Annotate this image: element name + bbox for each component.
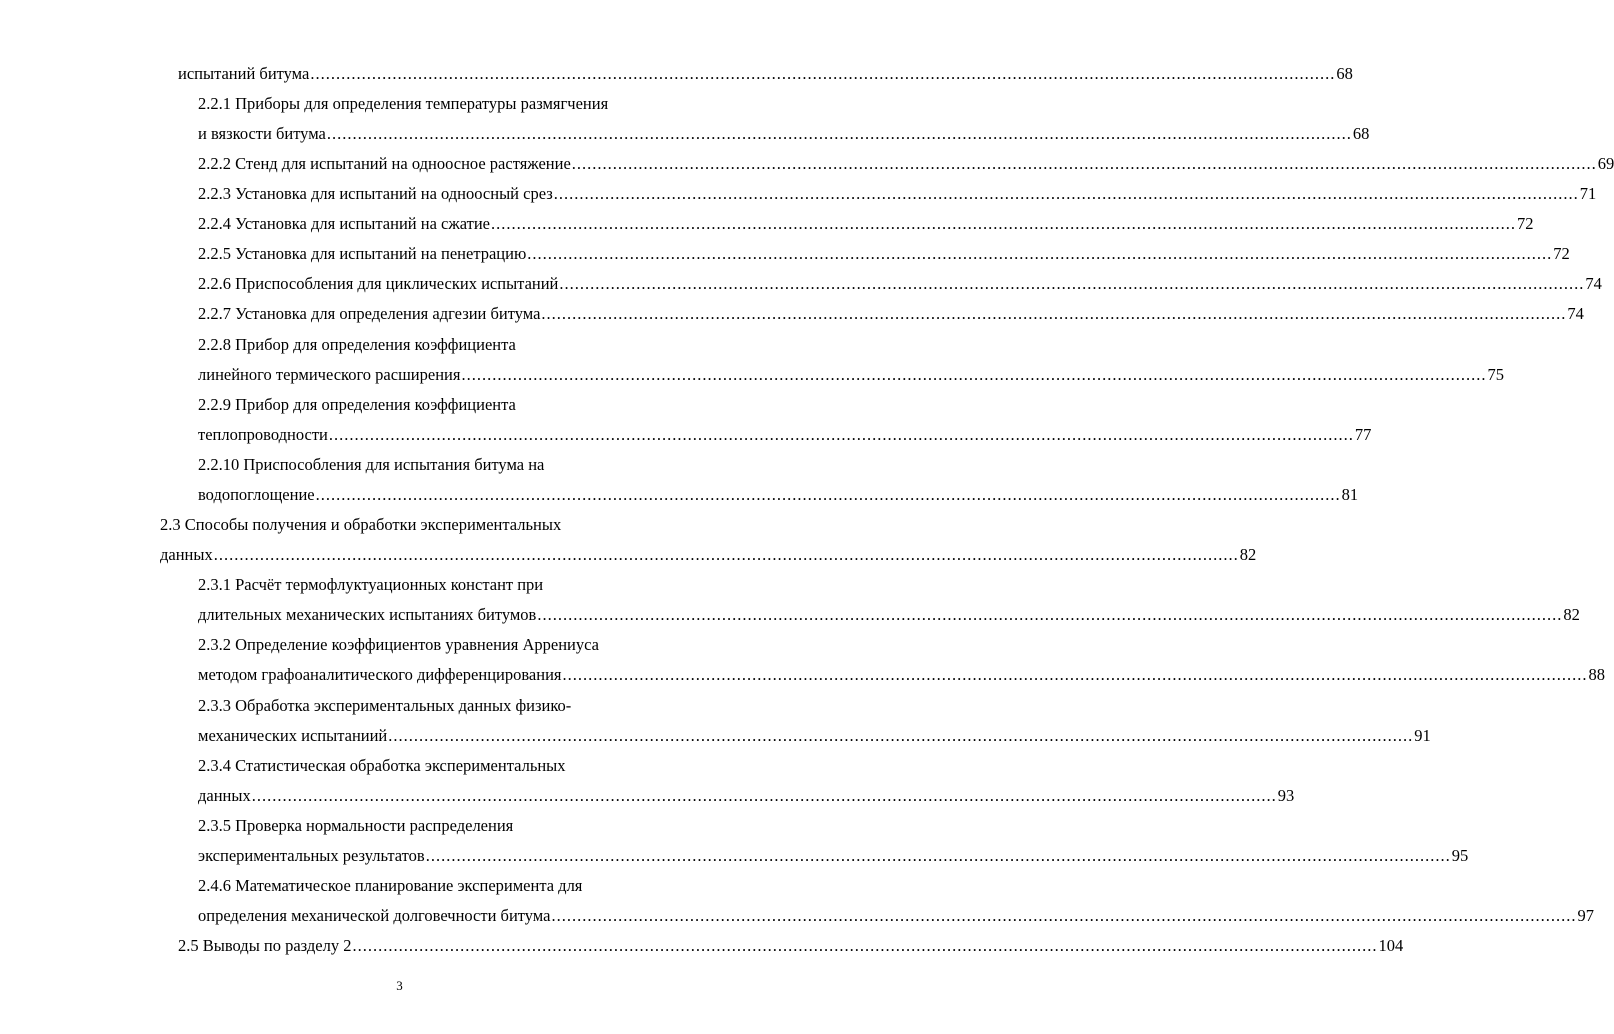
toc-entry [198, 212, 1534, 236]
toc-entry-text: данных [198, 786, 251, 805]
toc-entry-page: 97 [1577, 906, 1594, 925]
toc-leader: ........................................................................................................................................................................................................ [310, 64, 1336, 83]
toc-entry-text: экспериментальных результатов [198, 846, 425, 865]
toc-leader: ........................................................................................................................................................................................................ [388, 726, 1414, 745]
toc-entry-page: 75 [1487, 365, 1504, 384]
toc-entry-text: 2.4.6 Математическое планирование эксперимента для [198, 876, 583, 895]
toc-entry-text: 2.5 Выводы по разделу 2 [178, 936, 352, 955]
toc-leader: ........................................................................................................................................................................................................ [551, 906, 1577, 925]
toc-entry-text: линейного термического расширения [198, 365, 461, 384]
toc-entry-page: 93 [1277, 786, 1295, 805]
toc-leader: ........................................................................................................................................................................................................ [461, 365, 1487, 384]
toc-entry-text: 2.3.3 Обработка экспериментальных данных физико- [198, 696, 572, 715]
toc-entry-page: 104 [1378, 936, 1404, 955]
toc-entry [198, 423, 1372, 447]
page-number: 3 [396, 978, 403, 993]
toc-entry-page: 88 [1588, 665, 1605, 684]
toc-leader: ........................................................................................................................................................................................................ [425, 846, 1451, 865]
toc-entry [198, 784, 1295, 808]
toc-entry-page: 68 [1336, 64, 1353, 83]
toc-entry-page: 72 [1553, 244, 1570, 263]
toc-entry-page: 95 [1451, 846, 1469, 865]
toc-leader: ........................................................................................................................................................................................................ [352, 936, 1378, 955]
toc-entry-page: 69 [1597, 154, 1614, 173]
toc-entry-text: 2.2.8 Прибор для определения коэффициента [198, 335, 516, 354]
toc-entry-page: 82 [1239, 545, 1257, 564]
toc-entry-text: водопоглощение [198, 485, 315, 504]
toc-entry-text: 2.3.2 Определение коэффициентов уравнения Аррениуса [198, 635, 599, 654]
toc-entry [198, 844, 1469, 868]
toc-entry [198, 122, 1370, 146]
toc-leader: ........................................................................................................................................................................................................ [527, 244, 1553, 263]
toc-entry-text: 2.2.9 Прибор для определения коэффициента [198, 395, 516, 414]
toc-leader: ........................................................................................................................................................................................................ [213, 545, 1239, 564]
toc-leader: ........................................................................................................................................................................................................ [562, 665, 1588, 684]
toc-entry [178, 934, 1404, 958]
toc-entry-text: 2.2.10 Приспособления для испытания битума на [198, 455, 545, 474]
toc-entry [198, 152, 1614, 176]
toc-leader: ........................................................................................................................................................................................................ [537, 605, 1563, 624]
toc-entry-page: 74 [1567, 304, 1584, 323]
toc-entry-text: методом графоаналитического дифференцирования [198, 665, 562, 684]
toc-leader: ........................................................................................................................................................................................................ [328, 425, 1354, 444]
toc-entry [198, 724, 1431, 748]
toc-entry-text: 2.2.5 Установка для испытаний на пенетрацию [198, 244, 527, 263]
toc-entry-text: 2.2.6 Приспособления для циклических испытаний [198, 274, 559, 293]
toc-entry-text: 2.2.4 Установка для испытаний на сжатие [198, 214, 490, 233]
toc-entry [198, 363, 1504, 387]
toc-entry [198, 603, 1580, 627]
toc-entry-text: 2.3.1 Расчёт термофлуктуационных констант при [198, 575, 544, 594]
toc-leader: ........................................................................................................................................................................................................ [571, 154, 1597, 173]
toc-entry [198, 272, 1602, 296]
toc-leader: ........................................................................................................................................................................................................ [251, 786, 1277, 805]
toc-entry-text: длительных механических испытаниях битумов [198, 605, 537, 624]
toc-leader: ........................................................................................................................................................................................................ [553, 184, 1579, 203]
toc-entry-text: 2.3.4 Статистическая обработка экспериментальных [198, 756, 566, 775]
toc-entry-text: испытаний битума [178, 64, 310, 83]
toc-leader: ........................................................................................................................................................................................................ [491, 214, 1516, 233]
toc-entry [198, 302, 1584, 326]
toc-entry-text: данных [160, 545, 213, 564]
toc-entry [198, 904, 1594, 928]
toc-entry-page: 91 [1414, 726, 1431, 745]
toc-entry-text: и вязкости битума [198, 124, 326, 143]
toc-entry-text: 2.2.1 Приборы для определения температуры размягчения [198, 94, 609, 113]
toc-entry-page: 71 [1579, 184, 1597, 203]
toc-entry-text: механических испытаниий [198, 726, 388, 745]
toc-leader: ........................................................................................................................................................................................................ [559, 274, 1585, 293]
toc-entry-text: 2.2.2 Стенд для испытаний на одноосное растяжение [198, 154, 571, 173]
toc-entry-page: 74 [1585, 274, 1602, 293]
toc-leader: ........................................................................................................................................................................................................ [326, 124, 1352, 143]
toc-entry-page: 72 [1517, 214, 1534, 233]
toc-leader: ........................................................................................................................................................................................................ [315, 485, 1341, 504]
toc-entry [160, 543, 1257, 567]
toc-entry [198, 242, 1570, 266]
toc-entry-text: определения механической долговечности битума [198, 906, 551, 925]
toc-entry-text: 2.2.3 Установка для испытаний на одноосный срез [198, 184, 553, 203]
toc-entry-page: 68 [1352, 124, 1370, 143]
toc-entry-text: 2.3.5 Проверка нормальности распределения [198, 816, 514, 835]
toc-entry-page: 77 [1354, 425, 1372, 444]
toc-entry [198, 483, 1359, 507]
toc-entry [178, 62, 1353, 86]
toc-entry [198, 663, 1605, 687]
toc-entry-page: 81 [1341, 485, 1359, 504]
toc-entry-text: 2.2.7 Установка для определения адгезии битума [198, 304, 541, 323]
toc-entry-text: 2.3 Способы получения и обработки экспериментальных [160, 515, 562, 534]
toc-leader: ........................................................................................................................................................................................................ [541, 304, 1567, 323]
toc-entry-page: 82 [1563, 605, 1580, 624]
toc-entry [198, 182, 1597, 206]
toc-entry-text: теплопроводности [198, 425, 328, 444]
